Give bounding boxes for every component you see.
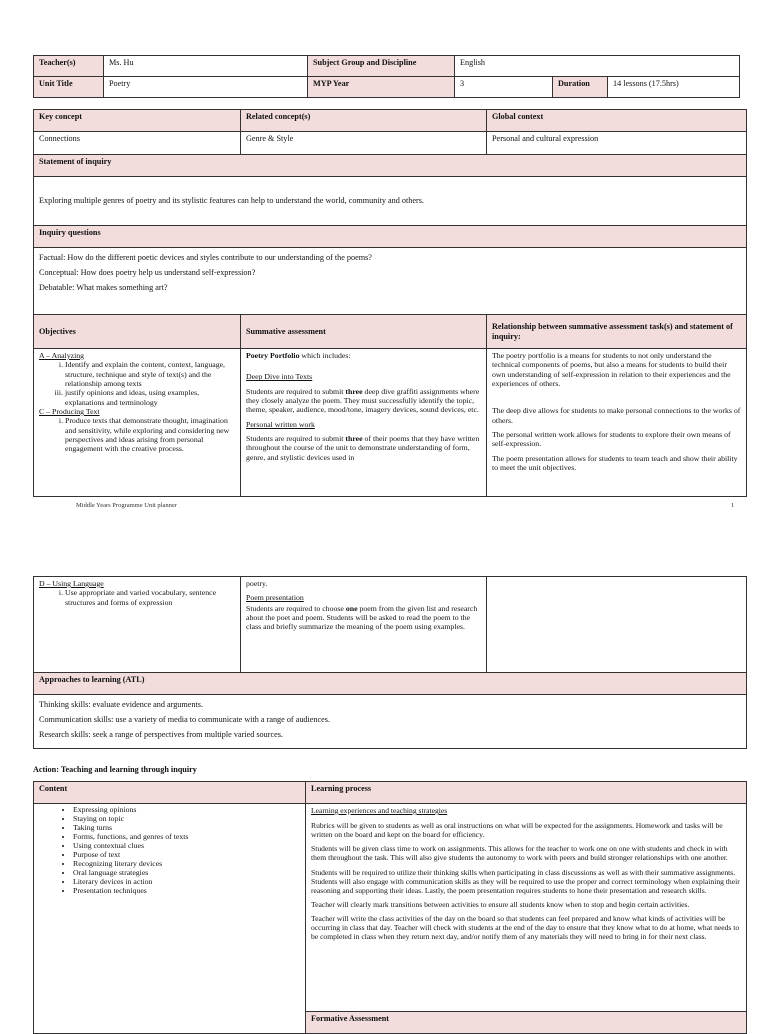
teacher-value: Ms. Hu: [104, 56, 308, 77]
footer-title: Middle Years Programme Unit planner: [76, 502, 177, 509]
content-item: • Literary devices in action: [73, 878, 300, 887]
objective-d-cell: [34, 577, 241, 673]
action-heading: Action: Teaching and learning through inquiry: [33, 765, 197, 774]
deep-dive-text: deep dive graffiti assignments where they closely analyze the poem. They must successfully identify the topic, theme, speaker, audience, mood/tone, imagery devices, sound devices, etc.: [246, 386, 480, 415]
atl-thinking: Thinking skills: evaluate evidence and arguments.: [39, 700, 204, 709]
objective-c-item: i. Produce texts that demonstrate thought, imagination and sensitivity, while exploring and considering new perspectives and ideas arising from personal engagement with the creative process.: [65, 416, 235, 453]
relationship-label: Relationship between summative assessment task(s) and statement of inquiry:: [487, 315, 747, 349]
learning-paragraph: Students will be given class time to work on assignments. This allows for the teacher to work one on one with students and check in with them throughout the task. This will also give students the autonomy to work with peers and build stronger relationships with one another.: [311, 844, 728, 863]
learning-paragraph: Rubrics will be given to students as well as oral instructions on what will be expected for the assignments. Homework and tasks will be written on the board and kept on the board for efficiency.: [311, 821, 723, 840]
duration-value: 14 lessons (17.5hrs): [608, 77, 740, 98]
unit-info-table: [33, 55, 740, 98]
written-work-text: Students are required to submit: [246, 434, 346, 444]
atl-communication: Communication skills: use a variety of media to communicate with a range of audiences.: [39, 714, 331, 724]
content-item: • Recognizing literary devices: [73, 860, 300, 869]
portfolio-rest: which includes:: [299, 351, 351, 360]
objective-c-title: C – Producing Text: [39, 407, 100, 417]
written-work-count: three: [345, 434, 363, 444]
relationship-text: The poetry portfolio is a means for students to not only understand the technical components of poems, but also a means for students to build their own understanding of self-expression in relation to their experiences and the experiences of others.: [492, 351, 731, 389]
content-item: • Taking turns: [73, 824, 300, 833]
objective-d-item: i. Use appropriate and varied vocabulary, sentence structures and forms of expression: [65, 588, 235, 607]
content-item: • Oral language strategies: [73, 869, 300, 878]
learning-paragraph: Teacher will write the class activities of the day on the board so that students can feel prepared and know what kinds of activities will be occurring in class that day. Teacher will check with students at the end of the day to ensure that they know what to do at home, what needs to be completed in class when they return next day, and/or notify them of any materials they will need to bring in for their next class.: [311, 913, 740, 942]
content-item: • Presentation techniques: [73, 887, 300, 896]
myp-year-label: MYP Year: [308, 77, 455, 98]
relationship-continued-cell: [487, 577, 747, 673]
statement-label: Statement of inquiry: [34, 155, 747, 177]
written-work-text: of their poems that they have written throughout the course of the unit to demonstrate understanding of form, genre, and stylistic devices used in: [246, 434, 480, 462]
content-item: • Staying on topic: [73, 815, 300, 824]
global-context-label: Global context: [487, 110, 747, 132]
content-item: • Expressing opinions: [73, 806, 300, 815]
relationship-text: The personal written work allows for students to explore their own means of self-expression.: [492, 430, 731, 449]
portfolio-title: Poetry Portfolio: [246, 351, 300, 360]
relationship-cell: [487, 349, 747, 497]
content-item: • Purpose of text: [73, 851, 300, 860]
objective-d-title: D – Using Language: [39, 579, 104, 588]
subject-label: Subject Group and Discipline: [308, 56, 455, 77]
written-work-title: Personal written work: [246, 419, 315, 429]
presentation-text: Students are required to choose: [246, 603, 346, 613]
learning-process-label: Learning process: [306, 782, 747, 804]
learning-experiences-title: Learning experiences and teaching strategies: [311, 806, 448, 815]
atl-research: Research skills: seek a range of perspectives from multiple varied sources.: [39, 729, 283, 739]
objective-a-title: A – Analyzing: [39, 351, 85, 360]
summative-continued-cell: [241, 577, 487, 673]
concepts-table: [33, 109, 747, 497]
presentation-count: one: [345, 603, 358, 613]
deep-dive-title: Deep Dive into Texts: [246, 372, 313, 382]
presentation-text: poem from the given list and research about the poet and poem. Students will be asked to read the poem to the class and briefly summarize the meaning of the poem using examples.: [246, 603, 478, 632]
inquiry-debatable: Debatable: What makes something art?: [39, 282, 168, 292]
subject-value: English: [455, 56, 740, 77]
content-item: • Forms, functions, and genres of texts: [73, 833, 300, 842]
teacher-label: Teacher(s): [34, 56, 104, 77]
related-concept-value: Genre & Style: [241, 132, 487, 155]
objectives-label: Objectives: [34, 315, 241, 349]
deep-dive-count: three: [345, 386, 363, 396]
atl-label: Approaches to learning (ATL): [34, 673, 747, 695]
inquiry-factual: Factual: How do the different poetic devices and styles contribute to our understanding of the poems?: [39, 253, 372, 262]
page-number: 1: [731, 502, 735, 509]
key-concept-label: Key concept: [34, 110, 241, 132]
action-table: [33, 781, 747, 1034]
presentation-title: Poem presentation: [246, 593, 304, 603]
objectives-continued-table: [33, 576, 747, 749]
objective-a-item: iii. justify opinions and ideas, using examples, explanations and terminology: [65, 388, 235, 407]
relationship-text: The deep dive allows for students to make personal connections to the works of others.: [492, 406, 741, 425]
related-concept-label: Related concept(s): [241, 110, 487, 132]
objective-a-item: i. Identify and explain the content, context, language, structure, technique and style of text(s) and the relationship among texts: [65, 360, 235, 388]
content-label: Content: [34, 782, 306, 804]
poetry-continued: poetry.: [246, 579, 268, 588]
atl-cell: [34, 695, 747, 749]
myp-year-value: 3: [455, 77, 553, 98]
formative-assessment-label: Formative Assessment: [306, 1012, 747, 1034]
unit-title-value: Poetry: [104, 77, 308, 98]
content-item: • Using contextual clues: [73, 842, 300, 851]
inquiry-conceptual: Conceptual: How does poetry help us understand self-expression?: [39, 267, 256, 277]
unit-title-label: Unit Title: [34, 77, 104, 98]
objectives-cell: [34, 349, 241, 497]
learning-paragraph: Teacher will clearly mark transitions between activities to ensure all students know when to stop and begin certain activities.: [311, 899, 690, 909]
duration-label: Duration: [553, 77, 608, 98]
global-context-value: Personal and cultural expression: [487, 132, 747, 155]
summative-label: Summative assessment: [241, 315, 487, 349]
statement-text: Exploring multiple genres of poetry and its stylistic features can help to understand the world, community and others.: [34, 177, 747, 226]
inquiry-questions: [34, 248, 747, 315]
summative-cell: [241, 349, 487, 497]
learning-paragraph: Students will be required to utilize their thinking skills when participating in class discussions as well as with their summative assignments. Students will also engage with communication skills as they will be required to use the proper and correct terminology when explaining their reasoning and supporting their ideas. Lastly, the poem presentation requires students to hone their presentation and research skills.: [311, 867, 740, 895]
key-concept-value: Connections: [34, 132, 241, 155]
inquiry-label: Inquiry questions: [34, 226, 747, 248]
deep-dive-text: Students are required to submit: [246, 386, 346, 396]
content-cell: [34, 804, 306, 1034]
relationship-text: The poem presentation allows for students to team teach and show their ability to meet the unit objectives.: [492, 453, 738, 473]
learning-process-cell: [306, 804, 747, 1012]
